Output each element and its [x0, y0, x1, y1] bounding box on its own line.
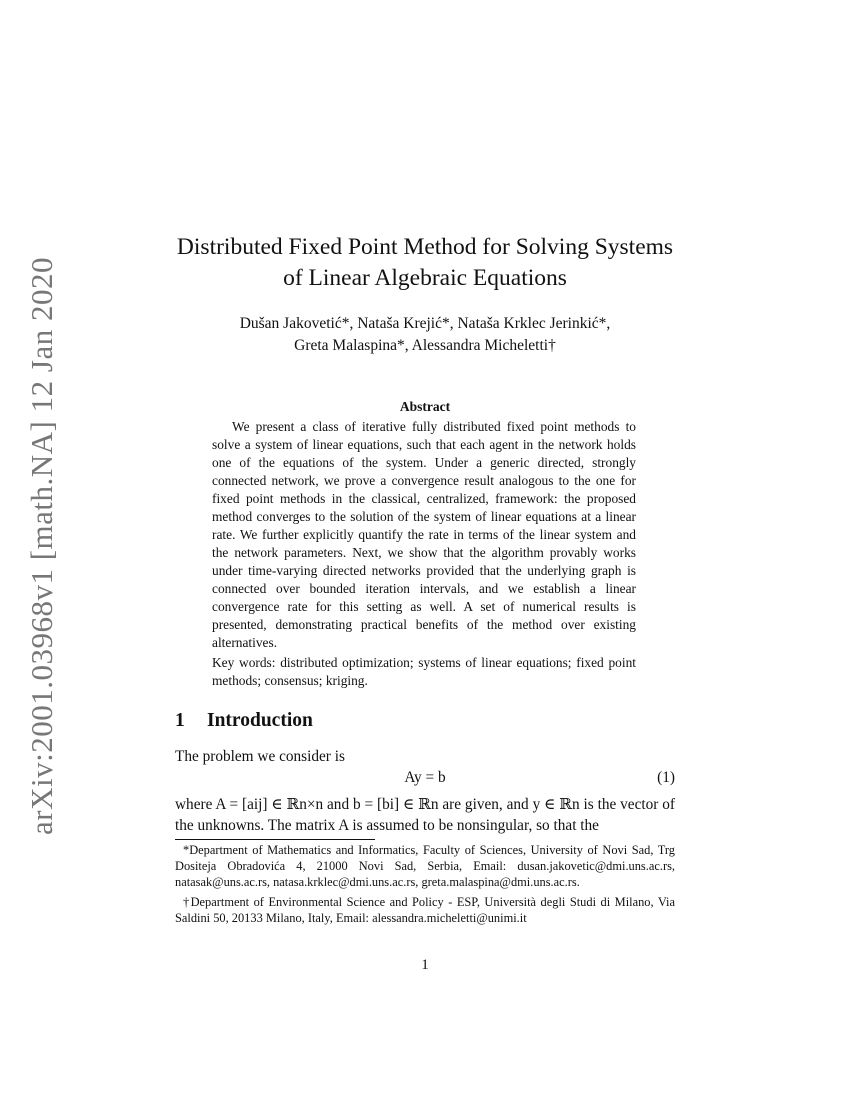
intro-paragraph: where A = [aij] ∈ ℝn×n and b = [bi] ∈ ℝn are given, and y ∈ ℝn is the vector of the unknowns. The matrix A is assumed to be nonsingular, so that the [175, 796, 675, 834]
paper-title: Distributed Fixed Point Method for Solving Systems of Linear Algebraic Equations [176, 234, 674, 291]
keywords: Key words: distributed optimization; systems of linear equations; fixed point methods; consensus; kriging. [212, 655, 636, 688]
authors-line-1: Dušan Jakovetić*, Nataša Krejić*, Nataša Krklec Jerinkić*, [239, 315, 611, 332]
footnotes [175, 842, 675, 930]
equation-body: Ay = b [404, 769, 446, 786]
section-heading [175, 710, 313, 732]
abstract-body: We present a class of iterative fully distributed fixed point methods to solve a system of linear equations, such that each agent in the network holds one of the equations of the system. Under a generic directed, strongly connected network, we prove a convergence result analogous to the one for fixed point methods in the classical, centralized, framework: the proposed method converges to the solution of the system of linear equations at a linear rate. We further explicitly quantify the rate in terms of the linear system and the network parameters. Next, we show that the algorithm provably works under time-varying directed networks provided that the underlying graph is connected over bounded iteration intervals, and we establish a linear convergence rate for this setting as well. A set of numerical results is presented, demonstrating practical benefits of the method over existing alternatives. [212, 419, 636, 650]
page-number: 1 [421, 957, 429, 973]
footnote-affiliation-milano: †Department of Environmental Science and Policy - ESP, Università degli Studi di Milano, Via Saldini 50, 20133 Milano, Italy, Email: alessandra.micheletti@unimi.it [175, 895, 675, 925]
section-number: 1 [175, 710, 185, 731]
author-list [175, 313, 675, 357]
footnote-divider [175, 839, 375, 840]
abstract-heading: Abstract [399, 399, 451, 414]
section-title: Introduction [207, 710, 313, 731]
footnote-affiliation-novi-sad: *Department of Mathematics and Informatics, Faculty of Sciences, University of Novi Sad, Trg Dositeja Obradovića 4, 21000 Novi Sad, Serbia, Email: dusan.jakovetic@dmi.uns.ac.rs, natasak@uns.ac.rs, natasa.krklec@dmi.uns.ac.rs, greta.malaspina@dmi.uns.ac.rs. [175, 843, 675, 889]
arxiv-identifier-stamp: arXiv:2001.03968v1 [math.NA] 12 Jan 2020 [24, 257, 59, 835]
authors-line-2: Greta Malaspina*, Alessandra Micheletti† [294, 337, 556, 354]
equation-tag: (1) [657, 769, 675, 786]
intro-sentence: The problem we consider is [175, 748, 345, 765]
